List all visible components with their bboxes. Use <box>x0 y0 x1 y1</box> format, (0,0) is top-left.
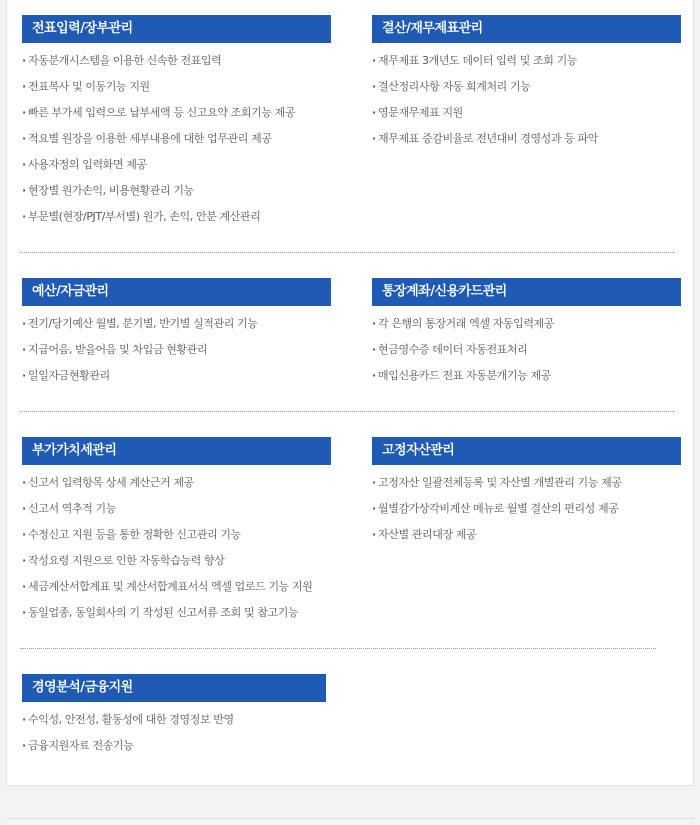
list-item: · 자산별 관리대장 제공 <box>372 526 681 552</box>
list-item: · 빠른 부가세 입력으로 납부세액 등 신고요약 조회기능 제공 <box>22 104 331 130</box>
list-item: · 수익성, 안전성, 활동성에 대한 경영정보 반영 <box>22 711 326 737</box>
section-title: 전표입력/장부관리 <box>22 15 331 43</box>
list-item: · 지급어음, 받을어음 및 차입금 현황관리 <box>22 341 331 367</box>
list-item: · 결산정리사항 자동 회계처리 기능 <box>372 78 681 104</box>
list-item: · 적요별 원장을 이용한 세부내용에 대한 업무관리 제공 <box>22 130 331 156</box>
section-bank-card <box>372 278 681 393</box>
divider <box>20 411 675 412</box>
list-item: · 전기/당기예산 월별, 분기별, 반기별 실적관리 기능 <box>22 315 331 341</box>
list-item: · 현장별 원가손익, 비용현황관리 기능 <box>22 182 331 208</box>
section-title: 통장계좌/신용카드관리 <box>372 278 681 306</box>
list-item: · 부문별(현장/PJT/부서별) 원가, 손익, 안분 계산관리 <box>22 208 331 234</box>
section-voucher-ledger <box>22 15 331 234</box>
list-item: · 수정신고 지원 등을 통한 정확한 신고관리 기능 <box>22 526 331 552</box>
feature-list <box>22 474 331 630</box>
section-title: 예산/자금관리 <box>22 278 331 306</box>
list-item: · 고정자산 일괄전체등록 및 자산별 개별관리 기능 제공 <box>372 474 681 500</box>
divider <box>20 648 656 649</box>
feature-list <box>22 711 326 763</box>
divider <box>20 252 675 253</box>
section-settlement-financial <box>372 15 681 156</box>
section-title: 결산/재무제표관리 <box>372 15 681 43</box>
section-vat <box>22 437 331 630</box>
feature-list <box>372 474 681 552</box>
list-item: · 작성요령 지원으로 인한 자동학습능력 향상 <box>22 552 331 578</box>
section-budget-funds <box>22 278 331 393</box>
section-title: 경영분석/금융지원 <box>22 674 326 702</box>
feature-list <box>372 52 681 156</box>
section-management-finance <box>22 674 326 763</box>
bottom-divider <box>6 818 694 819</box>
list-item: · 신고서 입력항목 상세 계산근거 제공 <box>22 474 331 500</box>
list-item: · 재무제표 3개년도 데이터 입력 및 조회 기능 <box>372 52 681 78</box>
section-fixed-assets <box>372 437 681 552</box>
section-title: 고정자산관리 <box>372 437 681 465</box>
list-item: · 영문재무제표 지원 <box>372 104 681 130</box>
list-item: · 자동분개시스템을 이용한 신속한 전표입력 <box>22 52 331 78</box>
feature-list <box>22 52 331 234</box>
list-item: · 신고서 역추적 기능 <box>22 500 331 526</box>
feature-list <box>22 315 331 393</box>
list-item: · 월별감가상각비계산 메뉴로 월별 결산의 편리성 제공 <box>372 500 681 526</box>
list-item: · 현금영수증 데이터 자동전표처리 <box>372 341 681 367</box>
list-item: · 사용자정의 입력화면 제공 <box>22 156 331 182</box>
list-item: · 세금계산서합계표 및 계산서합계표서식 엑셀 업로드 기능 지원 <box>22 578 331 604</box>
list-item: · 금융지원자료 전송기능 <box>22 737 326 763</box>
section-title: 부가가치세관리 <box>22 437 331 465</box>
feature-list <box>372 315 681 393</box>
list-item: · 일일자금현황관리 <box>22 367 331 393</box>
list-item: · 재무제표 증감비율로 전년대비 경영성과 등 파악 <box>372 130 681 156</box>
list-item: · 전표복사 및 이동기능 지원 <box>22 78 331 104</box>
list-item: · 동일업종, 동일회사의 기 작성된 신고서류 조회 및 참고기능 <box>22 604 331 630</box>
list-item: · 매입신용카드 전표 자동분개기능 제공 <box>372 367 681 393</box>
list-item: · 각 은행의 통장거래 엑셀 자동입력제공 <box>372 315 681 341</box>
